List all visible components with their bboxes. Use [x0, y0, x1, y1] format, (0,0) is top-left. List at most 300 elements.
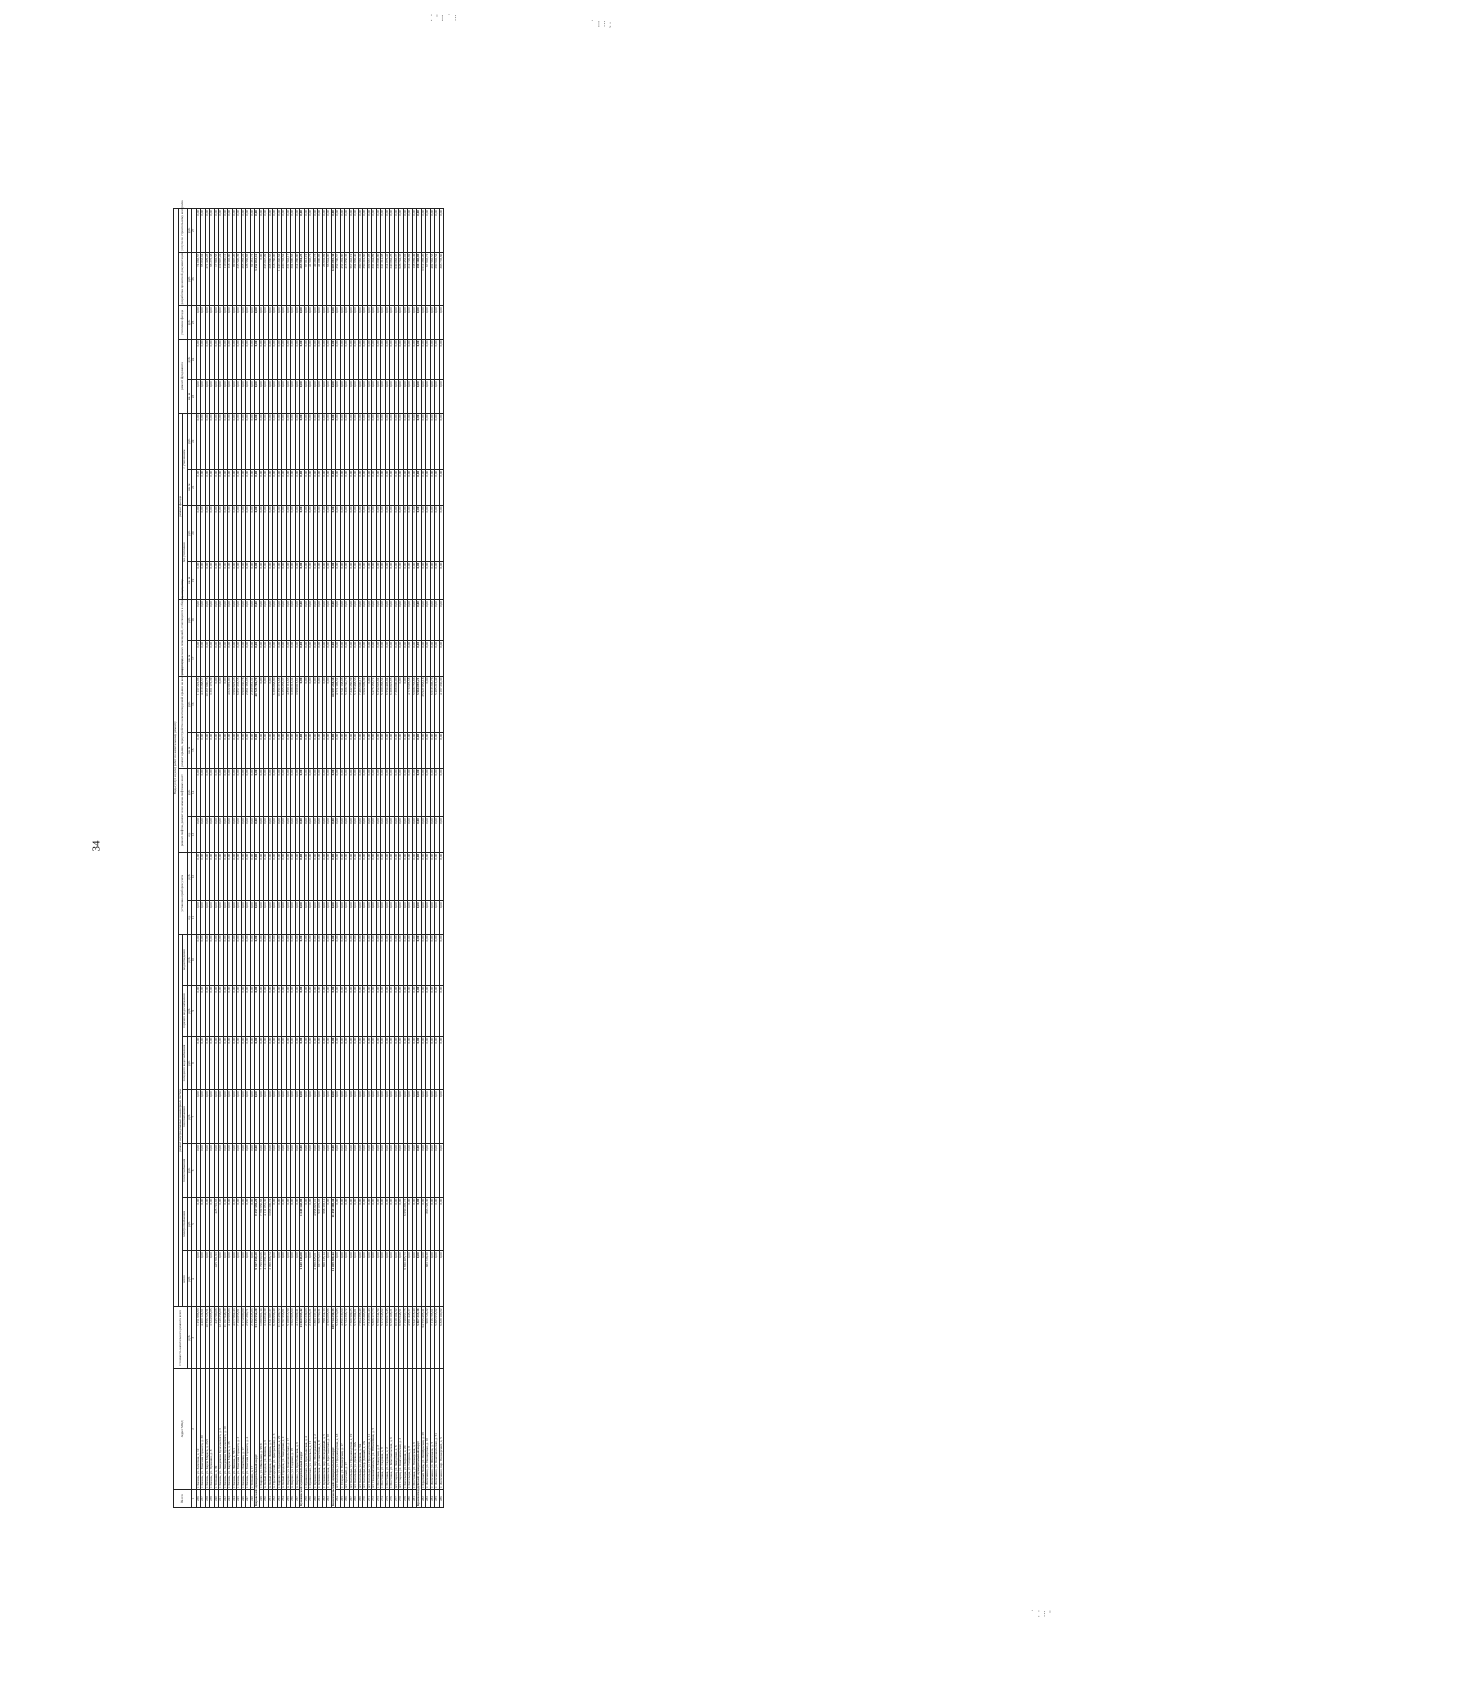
cell-eng-total: 0,00 [435, 1251, 440, 1307]
cell-basement: 0,00 [259, 640, 264, 676]
cell-warming: 0,00 [241, 306, 246, 339]
cell-facade: 0,00 [399, 505, 404, 561]
cell-facade: 0,00 [412, 469, 417, 505]
cell-eng-part: 0,00 [273, 1090, 278, 1144]
cell-facade: 0,00 [201, 561, 206, 599]
cell-basement: 0,00 [223, 640, 228, 676]
cell-eng-part: 0,00 [363, 1144, 368, 1198]
cell-services: 0,00 [300, 209, 305, 253]
cell-foundation: 0,00 [196, 380, 201, 413]
cell-foundation: 0,00 [295, 339, 300, 380]
cell-meters-elevators: 0,00 [403, 901, 408, 934]
cell-eng-part: 0,00 [304, 1036, 309, 1090]
cell-meters-elevators: 0,00 [214, 817, 219, 853]
cell-foundation: 0,00 [363, 380, 368, 413]
cell-design: 118 760,00 [273, 252, 278, 306]
cell-roof-area: 0,00 [300, 732, 305, 768]
cell-facade: 0,00 [264, 413, 269, 469]
column-number: 9 [192, 985, 197, 1036]
cell-facade: 0,00 [385, 413, 390, 469]
cell-eng-total: 0,00 [394, 1251, 399, 1307]
unit: руб. [187, 768, 192, 817]
cell-eng-part: 0,00 [376, 985, 381, 1036]
cell-address: п. Белый Городок, ул. Ленина, д. 6 [264, 1368, 269, 1489]
cell-services: 0,00 [201, 209, 206, 253]
cell-eng-part: 0,00 [349, 1197, 354, 1251]
cell-warming: 0,00 [237, 306, 242, 339]
cell-no: 260 [313, 1490, 318, 1508]
cell-meters-elevators: 0,00 [376, 817, 381, 853]
cell-roof-area: 0,00 [363, 732, 368, 768]
cell-services: 0,00 [376, 209, 381, 253]
cell-services: 0,00 [313, 209, 318, 253]
cell-no: 283 [426, 1490, 431, 1508]
cell-foundation: 0,00 [331, 380, 336, 413]
cell-eng-part: 0,00 [421, 1197, 426, 1251]
cell-eng-total: 0,00 [232, 1251, 237, 1307]
cell-eng-part: 0,00 [309, 1197, 314, 1251]
cell-total: 6 969 975,45 [385, 1307, 390, 1368]
cell-eng-total: 0,00 [228, 1251, 233, 1307]
cell-meters-elevators: 0,00 [219, 817, 224, 853]
cell-roof: 0,00 [403, 676, 408, 732]
cell-meters-elevators: 0,00 [219, 852, 224, 901]
cell-design: 336 808,90 [376, 252, 381, 306]
col-facade: ремонт фасада [178, 413, 183, 599]
cell-basement: 0,00 [295, 600, 300, 641]
cell-design: 333 520,39 [237, 252, 242, 306]
cell-meters-elevators: 0,00 [223, 768, 228, 817]
cell-design: 309 667,05 [367, 252, 372, 306]
cell-design: 119 907,24 [219, 252, 224, 306]
cell-warming: 0,00 [345, 306, 350, 339]
rotated-table-container [173, 200, 1473, 1508]
cell-meters-elevators: 0,00 [237, 817, 242, 853]
cell-eng-part: 0,00 [273, 1197, 278, 1251]
cell-facade: 0,00 [385, 561, 390, 599]
cell-basement: 0,00 [376, 640, 381, 676]
cell-meters-elevators: 0,00 [264, 852, 269, 901]
cell-foundation: 0,00 [286, 339, 291, 380]
cell-meters-elevators: 0,00 [331, 768, 336, 817]
cell-facade: 0,00 [435, 561, 440, 599]
cell-total: 3 602 905,60 [291, 1307, 296, 1368]
cell-basement: 0,00 [390, 600, 395, 641]
cell-meters-elevators: 0,00 [349, 817, 354, 853]
cell-eng-part: 0,00 [277, 1036, 282, 1090]
cell-eng-part: 0,00 [210, 1144, 215, 1198]
cell-meters-elevators: 0,00 [430, 852, 435, 901]
cell-eng-total: 0,00 [408, 1251, 413, 1307]
cell-services: 0,00 [232, 209, 237, 253]
cell-basement: 0,00 [201, 640, 206, 676]
cell-meters-elevators: 0,00 [282, 817, 287, 853]
cell-design: 41 503,75 [309, 252, 314, 306]
cell-facade: 0,00 [196, 469, 201, 505]
cell-foundation: 0,00 [214, 380, 219, 413]
cell-meters-elevators: 0,00 [205, 768, 210, 817]
cell-eng-part: 0,00 [417, 1036, 422, 1090]
cell-meters-elevators: 0,00 [358, 901, 363, 934]
cell-basement: 0,00 [313, 600, 318, 641]
unit: руб. [187, 339, 192, 380]
cell-eng-part: 0,00 [268, 1144, 273, 1198]
cell-eng-part: 0,00 [228, 1036, 233, 1090]
cell-meters-elevators: 0,00 [255, 768, 260, 817]
cell-meters-elevators: 0,00 [345, 768, 350, 817]
cell-roof-area: 0,00 [390, 732, 395, 768]
cell-eng-part: 0,00 [363, 1036, 368, 1090]
cell-eng-part: 0,00 [286, 1144, 291, 1198]
cell-facade: 0,00 [331, 413, 336, 469]
cell-design: 26 935,99 [322, 252, 327, 306]
cell-facade: 0,00 [439, 413, 444, 469]
cell-roof-area: 0,00 [403, 732, 408, 768]
cell-meters-elevators: 0,00 [201, 852, 206, 901]
cell-eng-part: 0,00 [322, 1090, 327, 1144]
cell-facade: 0,00 [417, 469, 422, 505]
cell-address: пгт Красный, д. 27 [345, 1368, 350, 1489]
cell-eng-part: 0,00 [354, 1197, 359, 1251]
cell-meters-elevators: 0,00 [237, 852, 242, 901]
cell-eng-part: 0,00 [390, 1090, 395, 1144]
cell-facade: 0,00 [435, 413, 440, 469]
cell-basement: 0,00 [331, 640, 336, 676]
cell-meters-elevators: 0,00 [408, 768, 413, 817]
cell-meters-elevators: 0,00 [421, 901, 426, 934]
cell-roof: 3 999 815,61 [295, 676, 300, 732]
cell-meters-elevators: 0,00 [259, 901, 264, 934]
cell-address: п. Белый Городок, ул. Ленина, д. 9 [268, 1368, 273, 1489]
cell-eng-total: 0,00 [363, 1251, 368, 1307]
cell-facade: 0,00 [259, 413, 264, 469]
unit: ед. [187, 901, 192, 934]
cell-facade: 0,00 [237, 561, 242, 599]
cell-facade: 0,00 [295, 505, 300, 561]
cell-meters-elevators: 0,00 [300, 852, 305, 901]
cell-facade: 0,00 [309, 561, 314, 599]
cell-basement: 0,00 [336, 600, 341, 641]
cell-design: 119 060,11 [223, 252, 228, 306]
cell-meters-elevators: 0,00 [196, 901, 201, 934]
cell-meters-elevators: 0,00 [291, 817, 296, 853]
cell-meters-elevators: 0,00 [408, 852, 413, 901]
cell-meters-elevators: 0,00 [277, 768, 282, 817]
cell-facade: 0,00 [322, 469, 327, 505]
cell-eng-part: 0,00 [385, 934, 390, 985]
cell-roof: 4 022 891,00 [228, 676, 233, 732]
cell-eng-part: 0,00 [412, 1090, 417, 1144]
column-number: 16 [192, 676, 197, 732]
cell-roof: 0,00 [327, 676, 332, 732]
cell-design: 66 644,00 [327, 252, 332, 306]
cell-foundation: 0,00 [313, 380, 318, 413]
cell-total: 6 797 555,91 [282, 1307, 287, 1368]
unit: руб. [187, 252, 192, 306]
cell-foundation: 0,00 [340, 380, 345, 413]
cell-eng-part: 0,00 [367, 1144, 372, 1198]
col-total: Стоимость капитального ремонта всего [174, 1307, 188, 1368]
cell-design: 74 083,57 [196, 252, 201, 306]
cell-meters-elevators: 0,00 [327, 852, 332, 901]
cell-facade: 0,00 [349, 413, 354, 469]
cell-eng-part: 0,00 [421, 1144, 426, 1198]
cell-facade: 0,00 [201, 413, 206, 469]
cell-roof: 4 310 288,57 [201, 676, 206, 732]
column-number: 17 [192, 640, 197, 676]
cell-meters-elevators: 0,00 [237, 768, 242, 817]
cell-eng-part: 0,00 [196, 1144, 201, 1198]
cell-facade: 0,00 [273, 561, 278, 599]
cell-facade: 0,00 [408, 469, 413, 505]
cell-eng-part: 0,00 [412, 985, 417, 1036]
cell-total: 3 506 095,96 [327, 1307, 332, 1368]
cell-eng-part: 0,00 [435, 1144, 440, 1198]
cell-meters-elevators: 0,00 [273, 901, 278, 934]
cell-services: 0,00 [394, 209, 399, 253]
cell-basement: 0,00 [196, 640, 201, 676]
cell-roof-area: 0,00 [430, 732, 435, 768]
cell-no: 278 [399, 1490, 404, 1508]
cell-eng-total: 0,00 [376, 1251, 381, 1307]
col-elec: электроснабжения [183, 1197, 188, 1251]
cell-eng-part: 883 728,30 [426, 1197, 431, 1251]
cell-eng-part: 0,00 [237, 1036, 242, 1090]
cell-roof-area: 0,00 [259, 732, 264, 768]
cell-eng-part: 0,00 [354, 1144, 359, 1198]
cell-eng-part: 0,00 [340, 1090, 345, 1144]
cell-facade: 0,00 [282, 561, 287, 599]
cell-services: 0,00 [250, 209, 255, 253]
cell-foundation: 0,00 [268, 339, 273, 380]
cell-total: 10 556 725,51 [205, 1307, 210, 1368]
cell-eng-part: 0,00 [408, 1144, 413, 1198]
cell-eng-part: 0,00 [408, 1197, 413, 1251]
cell-design: 294 966,40 [354, 252, 359, 306]
cell-roof: 7 483 600,17 [358, 676, 363, 732]
cell-no: 286 [439, 1490, 444, 1508]
cell-basement: 0,00 [286, 640, 291, 676]
cell-subtotal-label: Кушвинский муниципальный округ [300, 1368, 305, 1507]
cell-eng-total: 0,00 [282, 1251, 287, 1307]
cell-foundation: 0,00 [237, 339, 242, 380]
cell-no: 243 [228, 1490, 233, 1508]
cell-foundation: 0,00 [412, 380, 417, 413]
cell-eng-part: 1 649 148,00 [300, 1197, 305, 1251]
cell-meters-elevators: 0,00 [205, 852, 210, 901]
cell-eng-part: 0,00 [214, 1090, 219, 1144]
cell-design: 452 294,80 [340, 252, 345, 306]
cell-foundation: 0,00 [322, 380, 327, 413]
cell-design: 314 079,41 [385, 252, 390, 306]
cell-no: 242 [223, 1490, 228, 1508]
cell-eng-part: 0,00 [376, 1036, 381, 1090]
cell-total: 6 590 244,54 [376, 1307, 381, 1368]
cell-eng-part: 0,00 [417, 1197, 422, 1251]
cell-address: г. Кагальцы, ул. Озерная, д. 20 [403, 1368, 408, 1489]
cell-warming: 0,00 [408, 306, 413, 339]
cell-facade: 0,00 [309, 505, 314, 561]
cell-eng-part: 9 357 559,29 [255, 1197, 260, 1251]
cell-design: 49 292,73 [313, 252, 318, 306]
cell-foundation: 0,00 [345, 380, 350, 413]
cell-facade: 0,00 [264, 561, 269, 599]
column-number: 18 [192, 600, 197, 641]
cell-total: 4 140 995,83 [228, 1307, 233, 1368]
cell-eng-part: 0,00 [327, 934, 332, 985]
cell-foundation: 0,00 [372, 339, 377, 380]
cell-no: 239 [210, 1490, 215, 1508]
cell-foundation: 0,00 [295, 380, 300, 413]
cell-design: 17 992,53 [214, 252, 219, 306]
cell-foundation: 0,00 [223, 380, 228, 413]
cell-facade: 0,00 [358, 561, 363, 599]
cell-no: 282 [421, 1490, 426, 1508]
cell-design: 0,00 [259, 252, 264, 306]
column-number: 21 [192, 469, 197, 505]
cell-basement: 0,00 [205, 600, 210, 641]
cell-facade: 0,00 [421, 469, 426, 505]
cell-services: 0,00 [430, 209, 435, 253]
cell-total: 1 883 137,34 [313, 1307, 318, 1368]
cell-eng-total: 0,00 [277, 1251, 282, 1307]
cell-basement: 0,00 [367, 600, 372, 641]
cell-total: 3 524 995,85 [210, 1307, 215, 1368]
cell-facade: 0,00 [241, 469, 246, 505]
cell-eng-part: 0,00 [394, 1144, 399, 1198]
cell-foundation: 0,00 [349, 339, 354, 380]
cell-roof-area: 0,00 [399, 732, 404, 768]
cell-roof: 5 475 155,72 [372, 676, 377, 732]
cell-eng-part: 0,00 [421, 985, 426, 1036]
cell-eng-part: 0,00 [322, 934, 327, 985]
cell-foundation: 0,00 [300, 339, 305, 380]
cell-total: 3 611 687,37 [268, 1307, 273, 1368]
cell-address: г. Казань, ул. Максима Горького, д. 4 [246, 1368, 251, 1489]
cell-warming: 0,00 [295, 306, 300, 339]
cell-address: г. Красный Холм, ул. Октябрьская, д. 29 [421, 1368, 426, 1489]
cell-meters-elevators: 0,00 [358, 768, 363, 817]
cell-foundation: 0,00 [255, 339, 260, 380]
cell-meters-elevators: 0,00 [295, 852, 300, 901]
cell-eng-part: 0,00 [268, 1036, 273, 1090]
cell-roof: 0,00 [322, 676, 327, 732]
cell-eng-part: 0,00 [282, 985, 287, 1036]
unit: руб. [187, 985, 192, 1036]
cell-eng-total: 4 958 825,01 [313, 1251, 318, 1307]
cell-meters-elevators: 0,00 [331, 901, 336, 934]
cell-basement: 0,00 [282, 640, 287, 676]
cell-meters-elevators: 0,00 [363, 817, 368, 853]
cell-foundation: 0,00 [282, 380, 287, 413]
cell-meters-elevators: 0,00 [246, 817, 251, 853]
cell-meters-elevators: 0,00 [399, 817, 404, 853]
unit: руб. [187, 676, 192, 732]
cell-foundation: 0,00 [273, 339, 278, 380]
cell-address: пгт Кагальцы, ул. Предзаводская, д. 11 [367, 1368, 372, 1489]
cell-meters-elevators: 0,00 [426, 901, 431, 934]
cell-total: 4 077 962,43 [232, 1307, 237, 1368]
cell-facade: 0,00 [340, 413, 345, 469]
cell-eng-part: 0,00 [232, 1144, 237, 1198]
cell-meters-elevators: 0,00 [318, 901, 323, 934]
cell-eng-part: 0,00 [372, 1036, 377, 1090]
column-number: 23 [192, 380, 197, 413]
cell-facade: 0,00 [345, 469, 350, 505]
cell-facade: 0,00 [223, 561, 228, 599]
cell-warming: 0,00 [277, 306, 282, 339]
cell-facade: 0,00 [381, 505, 386, 561]
cell-meters-elevators: 0,00 [318, 768, 323, 817]
cell-meters-elevators: 0,00 [214, 768, 219, 817]
cell-meters-elevators: 0,00 [367, 852, 372, 901]
cell-eng-part: 0,00 [309, 985, 314, 1036]
cell-eng-part: 0,00 [219, 934, 224, 985]
cell-no: 246 [241, 1490, 246, 1508]
cell-meters-elevators: 0,00 [286, 768, 291, 817]
cell-design: 380 582,32 [358, 252, 363, 306]
cell-facade: 0,00 [219, 469, 224, 505]
cell-basement: 0,00 [228, 600, 233, 641]
cell-total: 5 189 813,50 [286, 1307, 291, 1368]
cell-design: 271 429,23 [205, 252, 210, 306]
cell-no: 255 [286, 1490, 291, 1508]
cell-eng-total: 0,00 [205, 1251, 210, 1307]
cell-basement: 0,00 [435, 600, 440, 641]
cell-address: пгт Стариц, ул. Заводская, д. 6 [394, 1368, 399, 1489]
cell-foundation: 0,00 [273, 380, 278, 413]
column-number: 6 [192, 1144, 197, 1198]
cell-eng-part: 0,00 [340, 1036, 345, 1090]
cell-eng-part: 0,00 [313, 985, 318, 1036]
cell-no: 252 [273, 1490, 278, 1508]
cell-roof: 0,00 [399, 676, 404, 732]
cell-basement: 0,00 [327, 640, 332, 676]
cell-no: 273 [376, 1490, 381, 1508]
cell-facade: 0,00 [381, 413, 386, 469]
cell-basement: 0,00 [417, 600, 422, 641]
unit: руб. [187, 306, 192, 339]
cell-eng-part: 0,00 [390, 985, 395, 1036]
cell-facade: 0,00 [250, 413, 255, 469]
cell-basement: 0,00 [219, 640, 224, 676]
cell-basement: 0,00 [295, 640, 300, 676]
cell-meters-elevators: 0,00 [210, 817, 215, 853]
cell-basement: 0,00 [318, 640, 323, 676]
cell-address: г. Кушвинская, ул. Крестьянская, д. 4 [304, 1368, 309, 1489]
cell-address: пгт Новокомсомольск, ул. Юбилейная, д. 5 [372, 1368, 377, 1489]
cell-no: 269 [358, 1490, 363, 1508]
cell-meters-elevators: 0,00 [381, 901, 386, 934]
cell-meters-elevators: 0,00 [286, 817, 291, 853]
cell-eng-part: 0,00 [282, 1090, 287, 1144]
cell-meters-elevators: 0,00 [228, 768, 233, 817]
cell-eng-part: 0,00 [318, 934, 323, 985]
cell-eng-part: 11 459 300,44 [331, 1197, 336, 1251]
cell-meters-elevators: 0,00 [286, 852, 291, 901]
cell-warming: 0,00 [381, 306, 386, 339]
cell-facade: 0,00 [412, 505, 417, 561]
cell-facade: 0,00 [300, 469, 305, 505]
cell-basement: 0,00 [291, 640, 296, 676]
cell-services: 0,00 [390, 209, 395, 253]
cell-facade: 0,00 [201, 505, 206, 561]
cell-meters-elevators: 0,00 [313, 852, 318, 901]
cell-meters-elevators: 0,00 [327, 817, 332, 853]
cell-eng-part: 0,00 [268, 934, 273, 985]
cell-eng-part: 0,00 [381, 985, 386, 1036]
cell-meters-elevators: 0,00 [417, 768, 422, 817]
